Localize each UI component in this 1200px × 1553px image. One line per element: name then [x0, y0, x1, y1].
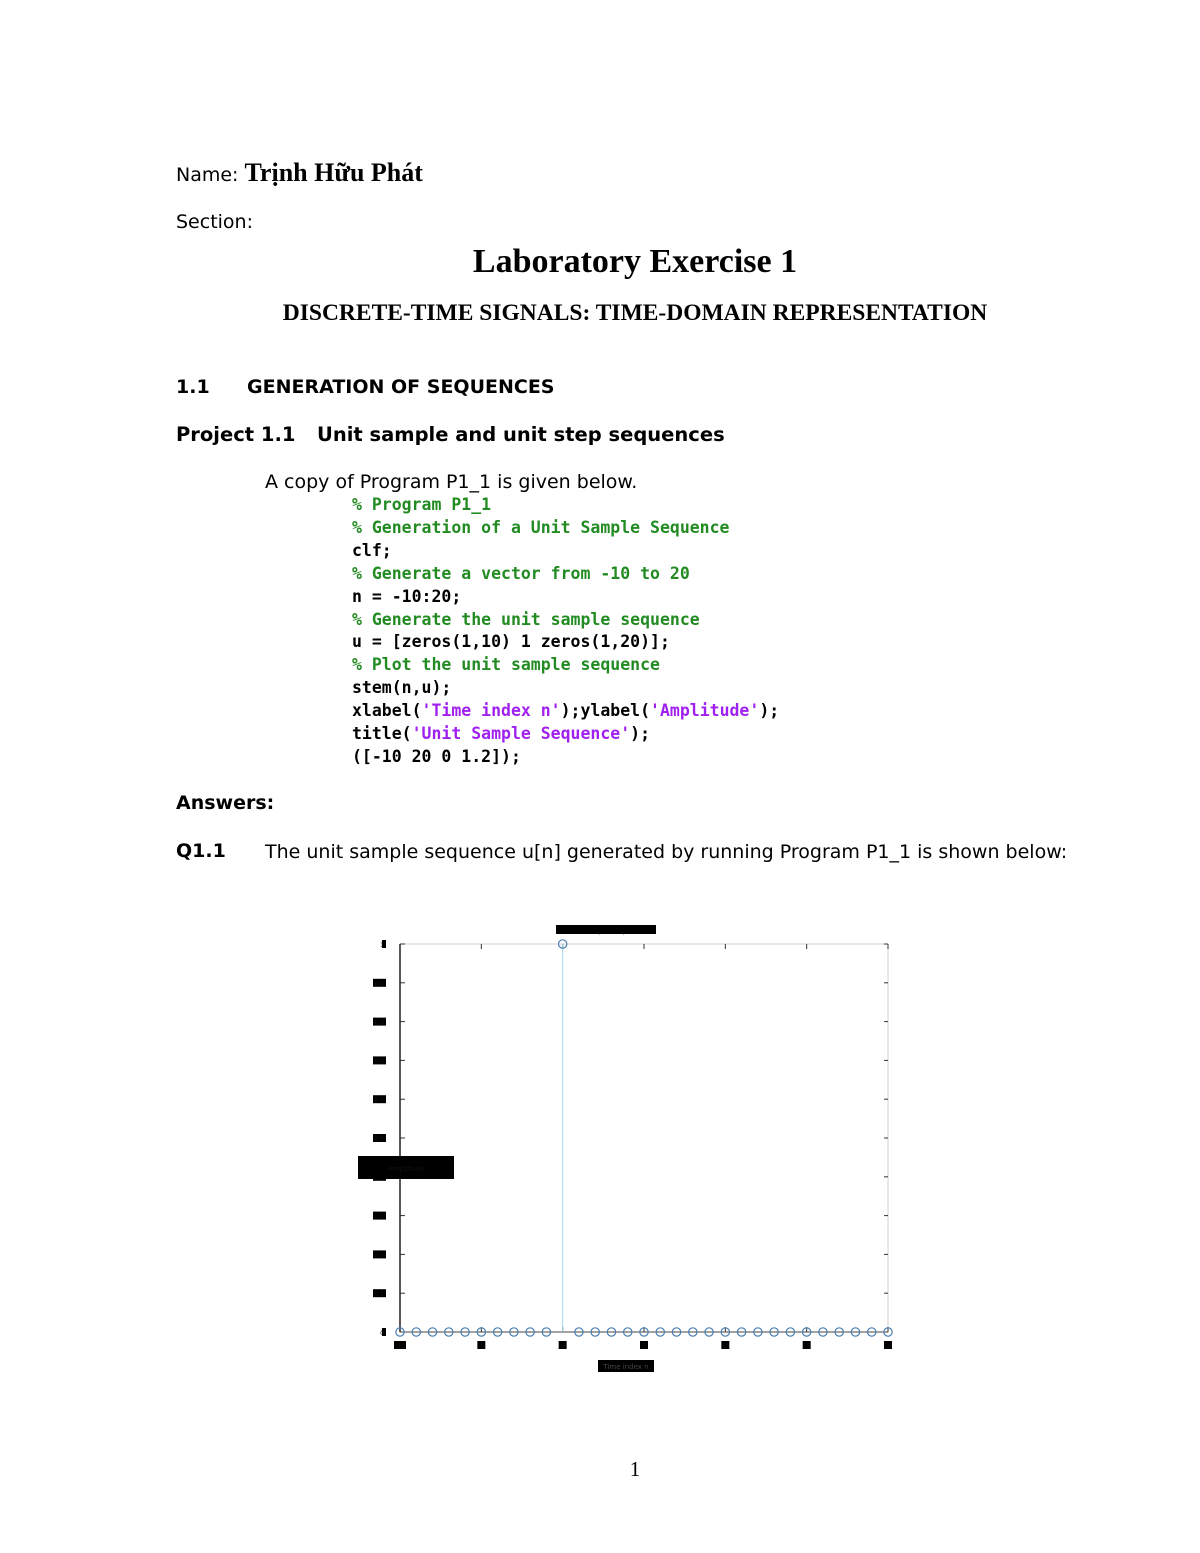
y-tick-label: 0.7: [374, 1058, 384, 1066]
y-tick-label: 0.1: [374, 1291, 384, 1299]
section-number: 1.1: [176, 376, 210, 398]
y-axis-label: Amplitude: [388, 1165, 424, 1173]
code-token: );ylabel(: [560, 701, 651, 721]
question-text: The unit sample sequence u[n] generated by running Program P1_1 is shown below:: [265, 841, 1068, 863]
code-line: % Generation of a Unit Sample Sequence: [352, 517, 730, 537]
code-listing: [352, 494, 779, 769]
code-line: n = -10:20;: [352, 586, 462, 606]
document-subtitle: DISCRETE-TIME SIGNALS: TIME-DOMAIN REPRESENTATION: [282, 300, 988, 326]
code-line: u = [zeros(1,10) 1 zeros(1,20)];: [352, 632, 670, 652]
y-tick-label: 0.8: [374, 1019, 384, 1027]
code-line: % Program P1_1: [352, 495, 492, 514]
x-tick-label: -10: [395, 1343, 405, 1350]
chart-title: Unit Sample Sequence: [566, 927, 646, 935]
y-tick-label: 0.9: [374, 980, 384, 988]
code-line: ([-10 20 0 1.2]);: [352, 746, 521, 766]
figure-background: [318, 910, 958, 1385]
name-label: Name:: [176, 164, 239, 186]
project-title: Unit sample and unit step sequences: [317, 423, 725, 446]
intro-text: A copy of Program P1_1 is given below.: [265, 471, 638, 493]
x-tick-label: 15: [802, 1343, 811, 1350]
project-number: Project 1.1: [176, 423, 296, 446]
x-tick-label: -5: [478, 1343, 485, 1350]
name-value: Trịnh Hữu Phát: [244, 158, 423, 187]
code-token: xlabel(: [352, 701, 422, 721]
code-line: % Generate the unit sample sequence: [352, 609, 700, 629]
name-line: [176, 158, 423, 188]
code-token: );: [759, 701, 780, 721]
x-tick-label: 0: [560, 1343, 565, 1350]
code-line: % Plot the unit sample sequence: [352, 655, 660, 675]
x-tick-label: 10: [721, 1343, 730, 1350]
code-line: [352, 723, 779, 746]
x-tick-label: 20: [884, 1343, 892, 1350]
code-string: 'Unit Sample Sequence': [411, 724, 631, 744]
y-tick-label: 0.2: [374, 1252, 384, 1260]
x-tick-label: 5: [642, 1343, 646, 1350]
y-tick-label: 0.5: [374, 1136, 384, 1143]
question-label: Q1.1: [176, 840, 226, 862]
section-label: Section:: [176, 211, 253, 233]
y-tick-label: 1: [380, 942, 384, 949]
y-tick-label: 0.6: [374, 1097, 384, 1105]
stem-plot: [318, 910, 958, 1385]
y-tick-label: 0: [380, 1330, 384, 1337]
document-title: Laboratory Exercise 1: [472, 243, 798, 280]
code-token: );: [630, 724, 651, 744]
code-line: clf;: [352, 540, 392, 560]
code-string: 'Amplitude': [650, 701, 760, 721]
code-line: [352, 700, 779, 723]
page-number: 1: [629, 1457, 641, 1481]
code-token: title(: [352, 724, 412, 744]
code-string: 'Time index n': [421, 701, 561, 721]
y-tick-label: 0.3: [374, 1213, 384, 1221]
answers-heading: Answers:: [176, 792, 275, 814]
x-axis-label: Time index n: [603, 1363, 649, 1371]
section-title: GENERATION OF SEQUENCES: [247, 376, 555, 398]
code-line: stem(n,u);: [352, 678, 452, 698]
code-line: % Generate a vector from -10 to 20: [352, 563, 690, 583]
